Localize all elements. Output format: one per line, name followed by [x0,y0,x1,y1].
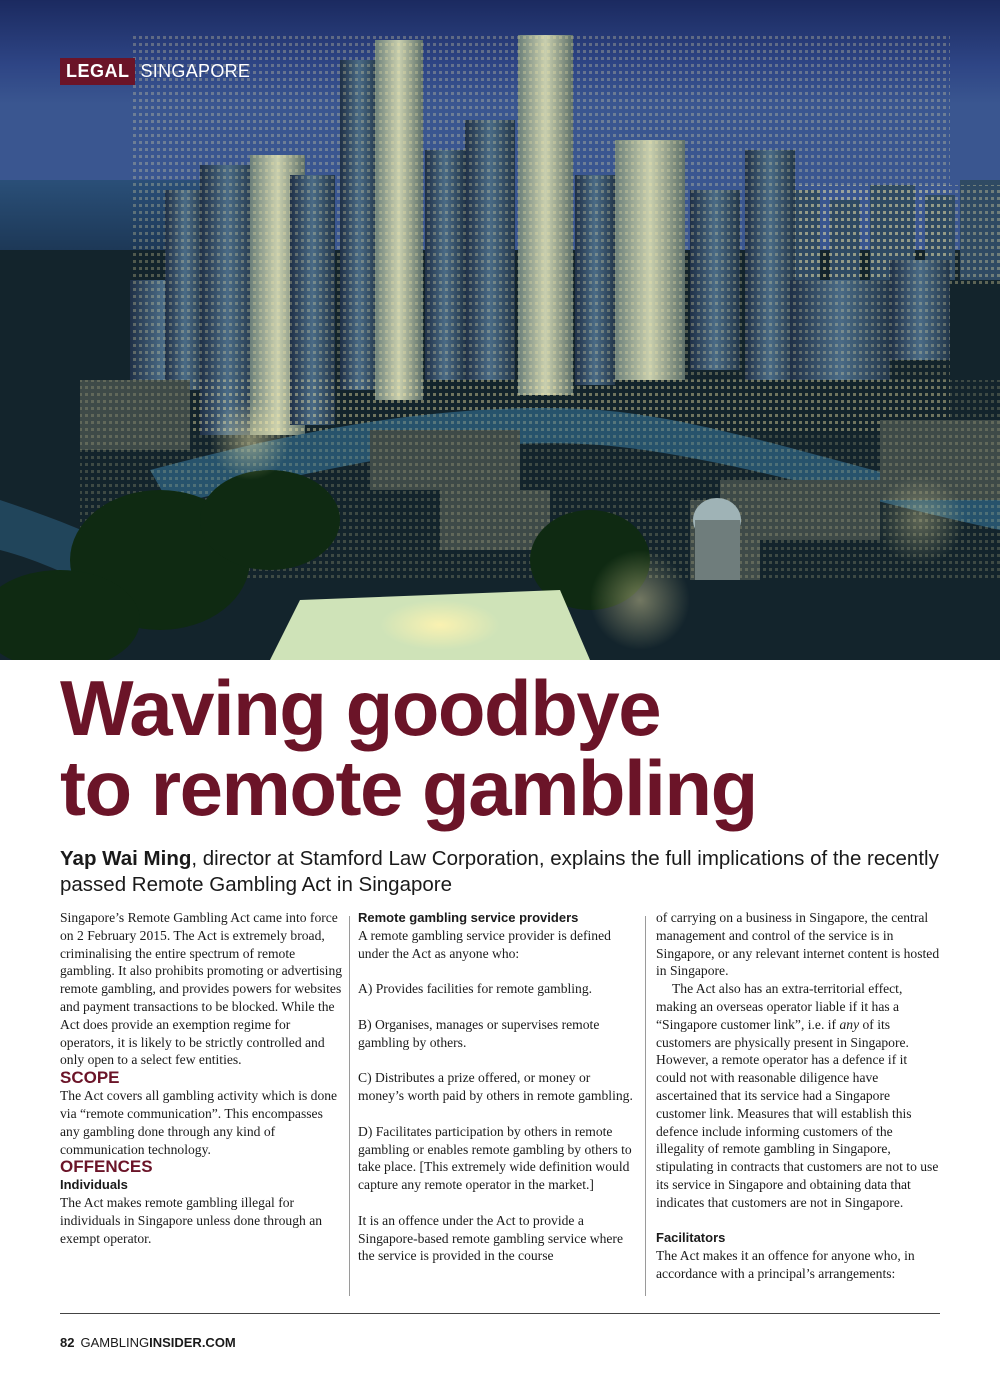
offences-heading: OFFENCES [60,1157,153,1177]
hero-image-singapore-skyline [0,0,1000,660]
providers-intro: A remote gambling service provider is defined under the Act as anyone who: [358,928,611,961]
standfirst-author: Yap Wai Ming [60,847,192,870]
headline-line-2: to remote gambling [60,744,757,832]
scope-paragraph: The Act covers all gambling activity which is done via “remote communication”. This encompasses any gambling done through any kind of communication technology. [60,1088,338,1157]
footer-site-suffix: INSIDER.COM [149,1335,236,1350]
footer-rule [60,1313,940,1314]
continuation-paragraph: of carrying on a business in Singapore, the central management and control of the service is in Singapore, or any relevant internet content is hosted in Singapore. [656,910,940,979]
providers-heading: Remote gambling service providers [358,910,579,925]
facilitators-paragraph: The Act makes it an offence for anyone who, in accordance with a principal’s arrangements: [656,1248,915,1282]
individuals-paragraph: The Act makes remote gambling illegal for individuals in Singapore unless done through an exempt operator. [60,1195,323,1246]
offence-paragraph: It is an offence under the Act to provide a Singapore-based remote gambling service where the service is provided in the course [358,1212,623,1264]
page-number: 82 [60,1335,75,1350]
intro-paragraph: Singapore’s Remote Gambling Act came into force on 2 February 2015. The Act is extremely broad, criminalising the entire spectrum of remote gambling. It also prohibits promoting or advertising remote gambling, and provides powers for websites and payment transactions to be blocked. While the Act does provide an exemption regime for operators, it is likely to be strictly controlled and only open to a select few entities. [60,910,343,1068]
section-tag [60,58,250,85]
article-column-1 [60,909,343,1248]
individuals-heading: Individuals [60,1177,128,1193]
section-tag-legal: LEGAL [60,58,135,85]
extraterritorial-paragraph [656,980,940,1211]
standfirst-text: , director at Stamford Law Corporation, explains the full implications of the recently passed Remote Gambling Act in Singapore [60,847,939,896]
provider-item-a: A) Provides facilities for remote gambling. [358,981,593,997]
article-column-3 [656,909,940,1283]
extraterritorial-text-after: of its customers are physically present in Singapore. However, a remote operator has a defence if it could not with reasonable diligence have ascertained that its service had a Singapore customer link. Measures that will establish this defence include informing customers of the illegality of remote gambling in Singapore, stipulating in contracts that customers are not to use its service in Singapore and obtaining data that indicates that customers are not in Singapore. [656,1016,939,1210]
footer-site-prefix: GAMBLING [80,1335,150,1350]
page-footer [60,1335,236,1350]
scope-heading: SCOPE [60,1068,120,1088]
provider-item-d: D) Facilitates participation by others in remote gambling or enables remote gambling by others to take place. [This extremely wide definition would capture any remote operator in the market.] [358,1123,632,1193]
section-tag-country: SINGAPORE [140,61,251,81]
headline-line-1: Waving goodbye [60,664,661,752]
headline [60,664,960,832]
extraterritorial-emphasis: any [839,1016,860,1032]
column-divider [645,916,646,1296]
extraterritorial-text-before: The Act also has an extra-territorial effect, making an overseas operator liable if it has a “Singapore customer link”, i.e. if [656,981,903,1032]
provider-item-c: C) Distributes a prize offered, or money or money’s worth paid by others in remote gambling. [358,1070,633,1104]
column-divider [349,916,350,1296]
facilitators-heading: Facilitators [656,1230,726,1246]
provider-item-b: B) Organises, manages or supervises remote gambling by others. [358,1016,600,1050]
article-column-2 [358,909,633,1265]
standfirst [60,846,960,898]
